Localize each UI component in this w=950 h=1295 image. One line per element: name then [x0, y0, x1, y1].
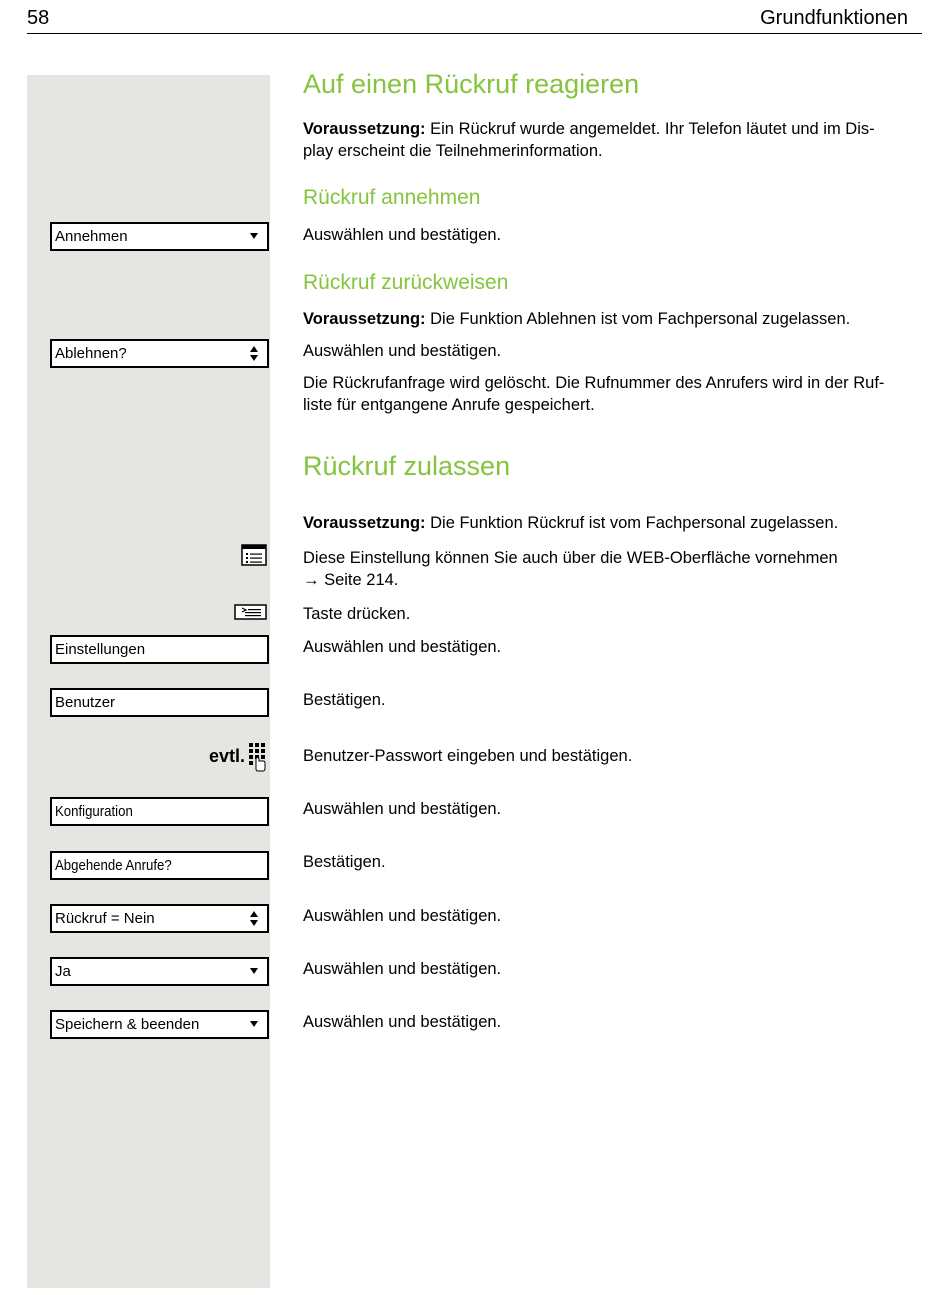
- keypad-icon: [247, 742, 269, 772]
- note-line-2: liste für entgangene Anrufe gespeichert.: [303, 396, 595, 414]
- step-text: Auswählen und bestätigen.: [303, 1013, 502, 1031]
- step-text: Bestätigen.: [303, 691, 386, 709]
- prereq-text: Die Funktion Ablehnen ist vom Fachpersonal zugelassen.: [425, 310, 851, 328]
- optional-label: evtl.: [209, 746, 246, 766]
- reject-note: [303, 372, 925, 416]
- display-label: Abgehende Anrufe?: [55, 857, 172, 874]
- section-title-respond-callback: Auf einen Rückruf reagieren: [303, 69, 640, 99]
- arrow-updown-icon: [250, 346, 258, 362]
- prereq-label: Voraussetzung:: [303, 514, 426, 532]
- page-reference-link[interactable]: → Seite 214.: [303, 571, 399, 589]
- step-text: Bestätigen.: [303, 853, 386, 871]
- arrow-down-icon: [250, 968, 258, 974]
- prerequisite-allow: [303, 512, 925, 534]
- display-option-annehmen[interactable]: [50, 222, 269, 251]
- step-text: Auswählen und bestätigen.: [303, 226, 502, 244]
- step-text: Auswählen und bestätigen.: [303, 800, 502, 818]
- step-text: Benutzer-Passwort eingeben und bestätigen.: [303, 747, 633, 765]
- arrow-updown-icon: [250, 911, 258, 927]
- display-option-benutzer[interactable]: [50, 688, 269, 717]
- arrow-down-icon: [250, 233, 258, 239]
- step-text: Auswählen und bestätigen.: [303, 342, 502, 360]
- arrow-down-icon: [250, 1021, 258, 1027]
- web-interface-icon: [241, 544, 267, 566]
- display-option-speichern-beenden[interactable]: [50, 1010, 269, 1039]
- subsection-title-reject: Rückruf zurückweisen: [303, 271, 509, 294]
- display-label: Benutzer: [55, 694, 116, 711]
- section-title-allow-callback: Rückruf zulassen: [303, 451, 511, 481]
- web-note: [303, 547, 925, 591]
- chapter-title: Grundfunktionen: [760, 7, 908, 29]
- display-option-abgehende-anrufe[interactable]: [50, 851, 269, 880]
- subsection-title-accept: Rückruf annehmen: [303, 186, 481, 209]
- page-number: 58: [27, 7, 50, 29]
- display-label: Konfiguration: [55, 803, 133, 820]
- note-line-1: Die Rückrufanfrage wird gelöscht. Die Rufnummer des Anrufers wird in der Ruf-: [303, 374, 885, 392]
- display-label: Ablehnen?: [55, 345, 127, 362]
- prereq-label: Voraussetzung:: [303, 310, 426, 328]
- sidebar: [27, 75, 270, 1288]
- step-text: Auswählen und bestätigen.: [303, 907, 502, 925]
- display-option-ja[interactable]: [50, 957, 269, 986]
- prereq-text: Ein Rückruf wurde angemeldet. Ihr Telefon läutet und im Dis-: [425, 120, 875, 138]
- web-note-line-1: Diese Einstellung können Sie auch über die WEB-Oberfläche vornehmen: [303, 549, 838, 567]
- display-label: Ja: [55, 963, 71, 980]
- page-header: [27, 6, 922, 34]
- display-option-einstellungen[interactable]: [50, 635, 269, 664]
- step-text: Auswählen und bestätigen.: [303, 638, 502, 656]
- display-label: Einstellungen: [55, 641, 146, 658]
- display-label: Rückruf = Nein: [55, 910, 155, 927]
- step-text: Auswählen und bestätigen.: [303, 960, 502, 978]
- prerequisite-reject: [303, 308, 925, 330]
- display-option-ablehnen[interactable]: [50, 339, 269, 368]
- prereq-label: Voraussetzung:: [303, 120, 426, 138]
- menu-key-icon[interactable]: [234, 604, 267, 620]
- display-label: Annehmen: [55, 228, 128, 245]
- display-label: Speichern & beenden: [55, 1016, 200, 1033]
- prerequisite-callback: [303, 118, 925, 162]
- display-option-konfiguration[interactable]: [50, 797, 269, 826]
- prereq-text: Die Funktion Rückruf ist vom Fachpersonal zugelassen.: [425, 514, 839, 532]
- prereq-text-cont: play erscheint die Teilnehmerinformation.: [303, 142, 603, 160]
- display-option-rueckruf-nein[interactable]: [50, 904, 269, 933]
- key-step: Taste drücken.: [303, 605, 411, 623]
